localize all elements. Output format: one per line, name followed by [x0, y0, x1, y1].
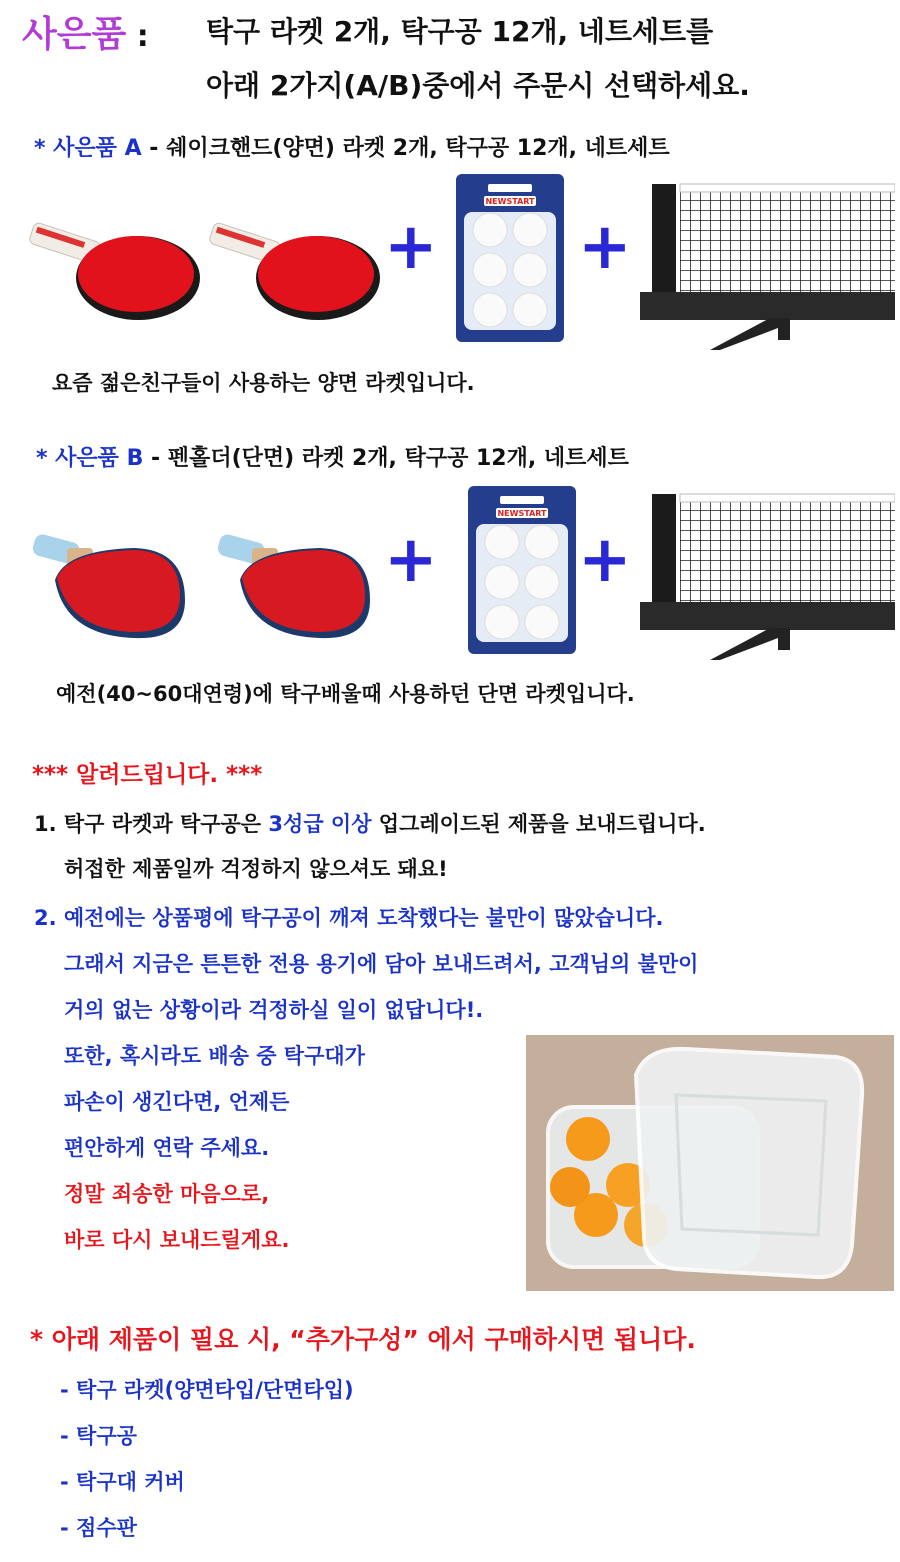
- header-line1: 탁구 라켓 2개, 탁구공 12개, 네트세트를: [206, 15, 714, 48]
- gift-b-star: *: [36, 446, 56, 471]
- notice-item2-line2: 그래서 지금은 튼튼한 전용 용기에 담아 보내드려서, 고객님의 불만이: [64, 952, 699, 976]
- notice-item1-prefix: 1. 탁구 라켓과 탁구공은: [34, 812, 269, 836]
- extra-item: - 탁구대 커버: [60, 1470, 185, 1494]
- ball-container-photo: [526, 1035, 894, 1291]
- gift-a-title: [34, 131, 670, 162]
- plus-icon: +: [384, 210, 438, 284]
- extra-item: - 탁구공: [60, 1424, 137, 1448]
- gift-b-desc: - 펜홀더(단면) 라켓 2개, 탁구공 12개, 네트세트: [143, 446, 629, 471]
- gift-b-caption: 예전(40~60대연령)에 탁구배울때 사용하던 단면 라켓입니다.: [56, 682, 635, 706]
- notice-item1-suffix: 업그레이드된 제품을 보내드립니다.: [371, 812, 706, 836]
- shakehand-racket-image-2: [200, 210, 380, 325]
- notice-item1: [34, 808, 706, 838]
- gift-a-star: *: [34, 136, 54, 161]
- gift-b-title: [36, 441, 629, 472]
- header-line2: 아래 2가지(A/B)중에서 주문시 선택하세요.: [206, 69, 750, 102]
- shakehand-racket-image-1: [20, 210, 200, 325]
- extra-item: - 점수판: [60, 1516, 137, 1540]
- net-set-image: [640, 490, 895, 670]
- notice-item2-line8: 바로 다시 보내드릴게요.: [64, 1228, 290, 1252]
- plus-icon: +: [384, 523, 438, 597]
- gift-colon: :: [126, 19, 149, 54]
- extra-heading: * 아래 제품이 필요 시, “추가구성” 에서 구매하시면 됩니다.: [30, 1325, 696, 1354]
- ball-pack-image: [454, 172, 566, 344]
- notice-item1-line2: 허접한 제품일까 걱정하지 않으셔도 돼요!: [64, 857, 448, 881]
- penholder-racket-image-1: [25, 520, 195, 645]
- net-set-image: [640, 180, 895, 360]
- ball-pack-image: [466, 484, 578, 656]
- gift-b-name: 사은품 B: [55, 446, 144, 471]
- notice-item2-line4: 또한, 혹시라도 배송 중 탁구대가: [64, 1044, 365, 1068]
- plus-icon: +: [578, 523, 632, 597]
- extra-item: - 탁구 라켓(양면타입/단면타입): [60, 1378, 354, 1402]
- gift-a-name: 사은품 A: [53, 136, 142, 161]
- notice-item2-line3: 거의 없는 상황이라 걱정하실 일이 없답니다!.: [64, 998, 484, 1022]
- notice-item2-line7: 정말 죄송한 마음으로,: [64, 1182, 270, 1206]
- notice-item1-highlight: 3성급 이상: [268, 812, 372, 836]
- gift-heading: [22, 6, 149, 57]
- notice-title: *** 알려드립니다. ***: [32, 762, 263, 788]
- gift-a-caption: 요즘 젊은친구들이 사용하는 양면 라켓입니다.: [52, 371, 475, 395]
- gift-word: 사은품: [22, 14, 127, 55]
- notice-item2-line5: 파손이 생긴다면, 언제든: [64, 1090, 290, 1114]
- gift-a-desc: - 쉐이크핸드(양면) 라켓 2개, 탁구공 12개, 네트세트: [141, 136, 670, 161]
- plus-icon: +: [578, 210, 632, 284]
- ball-pack-brand: NEWSTART: [497, 509, 547, 518]
- notice-item2-line6: 편안하게 연락 주세요.: [64, 1136, 270, 1160]
- penholder-racket-image-2: [210, 520, 380, 645]
- notice-item2-line1: 2. 예전에는 상품평에 탁구공이 깨져 도착했다는 불만이 많았습니다.: [34, 906, 664, 930]
- ball-pack-brand: NEWSTART: [485, 197, 535, 206]
